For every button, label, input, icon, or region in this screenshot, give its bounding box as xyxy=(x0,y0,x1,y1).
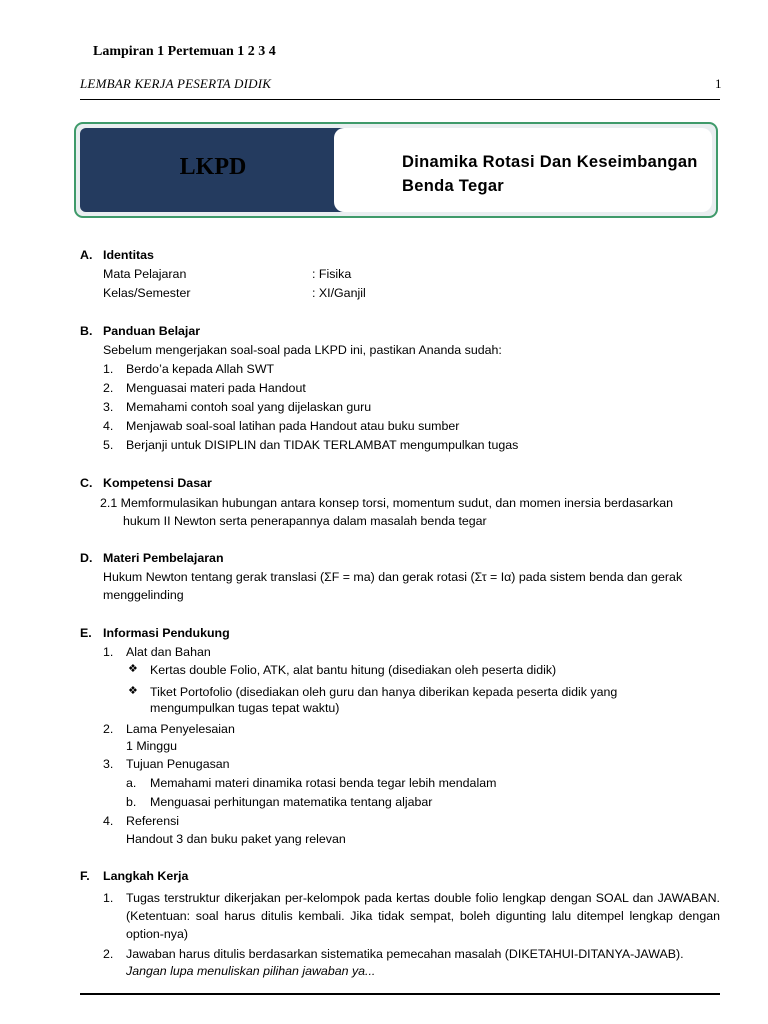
banner-heading xyxy=(402,150,712,198)
section-f-letter: F. xyxy=(80,869,90,883)
section-a-title: Identitas xyxy=(103,248,154,262)
info-sub-number: 3. xyxy=(103,757,114,771)
info-sub-number: 4. xyxy=(103,814,114,828)
section-c-letter: C. xyxy=(80,476,93,490)
competency-line-2: hukum II Newton serta penerapannya dalam masalah benda tegar xyxy=(123,514,487,528)
section-c-title: Kompetensi Dasar xyxy=(103,476,212,490)
section-b-letter: B. xyxy=(80,324,93,338)
bullet-icon: ❖ xyxy=(128,685,138,697)
guide-item-text: Berjanji untuk DISIPLIN dan TIDAK TERLAMBAT mengumpulkan tugas xyxy=(126,438,519,452)
banner-heading-line2: Benda Tegar xyxy=(402,177,505,195)
page-number: 1 xyxy=(715,76,722,91)
section-d-title: Materi Pembelajaran xyxy=(103,551,224,565)
section-a-letter: A. xyxy=(80,248,93,262)
identity-class-label: Kelas/Semester xyxy=(103,286,191,300)
guide-item-number: 1. xyxy=(103,362,114,376)
guide-intro: Sebelum mengerjakan soal-soal pada LKPD ini, pastikan Ananda sudah: xyxy=(103,343,502,357)
footer-divider xyxy=(80,993,720,995)
section-b-title: Panduan Belajar xyxy=(103,324,201,338)
materials-bullet-1: Kertas double Folio, ATK, alat bantu hitung (disediakan oleh peserta didik) xyxy=(150,663,557,677)
goal-item-text: Menguasai perhitungan matematika tentang aljabar xyxy=(150,795,433,809)
step-number: 1. xyxy=(103,891,114,905)
attachment-label: Lampiran 1 Pertemuan 1 2 3 4 xyxy=(93,44,276,59)
step-number: 2. xyxy=(103,947,114,961)
header-divider xyxy=(80,99,720,100)
section-e-letter: E. xyxy=(80,626,92,640)
materials-bullet-2-line-2: mengumpulkan tugas tepat waktu) xyxy=(150,701,340,715)
material-line-2: menggelinding xyxy=(103,588,184,602)
guide-item-text: Memahami contoh soal yang dijelaskan guru xyxy=(126,400,372,414)
info-sub-title: Lama Penyelesaian xyxy=(126,722,235,736)
goal-item-text: Memahami materi dinamika rotasi benda tegar lebih mendalam xyxy=(150,776,497,790)
step-2-text: Jawaban harus ditulis berdasarkan sistematika pemecahan masalah (DIKETAHUI-DITANYA-JAWAB). xyxy=(126,947,684,961)
identity-subject-label: Mata Pelajaran xyxy=(103,267,187,281)
section-d-letter: D. xyxy=(80,551,93,565)
materials-bullet-2-line-1: Tiket Portofolio (disediakan oleh guru dan hanya diberikan kepada peserta didik yang xyxy=(150,685,618,699)
guide-item-text: Menjawab soal-soal latihan pada Handout atau buku sumber xyxy=(126,419,460,433)
info-sub-title: Referensi xyxy=(126,814,180,828)
duration-value: 1 Minggu xyxy=(126,739,177,753)
section-e-title: Informasi Pendukung xyxy=(103,626,230,640)
banner-label: LKPD xyxy=(179,154,247,180)
banner-left-panel xyxy=(80,128,346,212)
title-banner xyxy=(74,122,718,218)
section-f-title: Langkah Kerja xyxy=(103,869,189,883)
guide-item-number: 2. xyxy=(103,381,114,395)
identity-subject-value: : Fisika xyxy=(312,267,352,281)
banner-right-panel xyxy=(334,128,712,212)
goal-item-letter: a. xyxy=(126,776,137,790)
document-header-title: LEMBAR KERJA PESERTA DIDIK xyxy=(80,76,272,91)
identity-class-value: : XI/Ganjil xyxy=(312,286,366,300)
reference-value: Handout 3 dan buku paket yang relevan xyxy=(126,832,346,846)
guide-item-text: Berdo’a kepada Allah SWT xyxy=(126,362,275,376)
competency-line-1: 2.1 Memformulasikan hubungan antara konsep torsi, momentum sudut, dan momen inersia berdasarkan xyxy=(100,496,674,510)
info-sub-title: Alat dan Bahan xyxy=(126,645,211,659)
guide-item-number: 4. xyxy=(103,419,114,433)
info-sub-number: 2. xyxy=(103,722,114,736)
guide-item-number: 3. xyxy=(103,400,114,414)
step-1-text: Tugas terstruktur dikerjakan per-kelompok pada kertas double folio lengkap dengan SOAL dan JAWABAN. (Ketentuan: soal harus ditulis kembali. Jika tidak sempat, boleh digunting lalu ditempel lengkap dengan option-nya) xyxy=(126,891,720,941)
guide-item-number: 5. xyxy=(103,438,114,452)
material-line-1: Hukum Newton tentang gerak translasi (ΣF = ma) dan gerak rotasi (Στ = Iα) pada sistem benda dan gerak xyxy=(103,570,683,584)
banner-heading-line1: Dinamika Rotasi Dan Keseimbangan xyxy=(402,153,698,171)
goal-item-letter: b. xyxy=(126,795,137,809)
guide-item-text: Menguasai materi pada Handout xyxy=(126,381,306,395)
info-sub-number: 1. xyxy=(103,645,114,659)
bullet-icon: ❖ xyxy=(128,663,138,675)
info-sub-title: Tujuan Penugasan xyxy=(126,757,230,771)
step-2-note: Jangan lupa menuliskan pilihan jawaban ya... xyxy=(126,964,376,978)
